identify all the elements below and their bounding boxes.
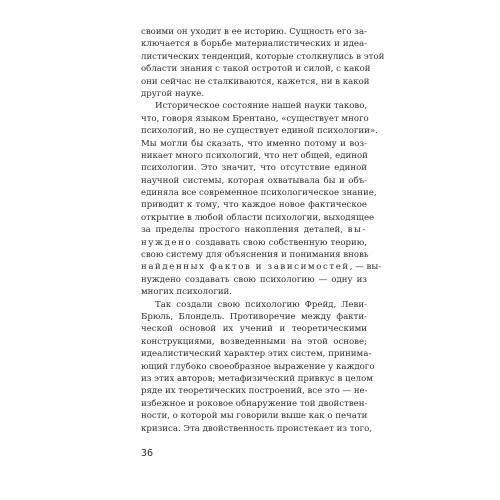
text-line bbox=[141, 162, 367, 174]
line-text: открытие в любой области психологии, выходящее bbox=[141, 212, 375, 223]
line-text: научной системы, которая охватывала бы и объ- bbox=[141, 175, 367, 186]
text-line bbox=[141, 398, 367, 410]
line-text: своими он уходит в ее историю. Сущность его за- bbox=[141, 27, 367, 37]
line-text: единяла все современное психологическое знание, bbox=[141, 188, 377, 199]
text-line bbox=[141, 51, 385, 63]
spaced-emphasis-text: найденных фактов и зависимостей bbox=[141, 262, 350, 273]
line-text: кризиса. Эта двойственность проистекает из того, bbox=[141, 423, 373, 434]
text-line bbox=[141, 311, 367, 323]
spaced-emphasis-text: вы- bbox=[347, 225, 367, 236]
line-text: свою систему для объяснения и понимания вновь bbox=[141, 250, 369, 261]
text-line bbox=[141, 100, 367, 112]
text-line bbox=[141, 237, 367, 249]
text-line bbox=[141, 261, 382, 273]
text-line bbox=[141, 187, 377, 199]
text-line bbox=[141, 348, 372, 360]
line-text: что, говоря языком Брентано, «существует много bbox=[141, 113, 369, 124]
line-text: за пределы простого накопления деталей, bbox=[141, 225, 348, 236]
text-line bbox=[141, 150, 367, 162]
line-text: психологии. Это значит, что отсутствие единой bbox=[141, 163, 367, 174]
text-line bbox=[141, 113, 367, 125]
text-line bbox=[141, 138, 367, 150]
body-text bbox=[141, 26, 385, 435]
line-text: они сейчас не сталкиваются, кажется, ни в какой bbox=[141, 76, 370, 87]
line-text: приводит к тому, что каждое новое фактическое bbox=[141, 200, 367, 211]
line-text: ности, о которой мы говорили выше как о печати bbox=[141, 411, 368, 422]
line-text: из этих авторов; метафизический привкус в целом bbox=[141, 373, 373, 384]
text-line bbox=[141, 224, 367, 236]
line-text: ключается в борьбе материалистических и идеа- bbox=[141, 39, 367, 50]
text-line bbox=[141, 423, 373, 435]
page-number: 36 bbox=[141, 448, 154, 459]
spaced-emphasis-text: нуждено bbox=[141, 237, 193, 248]
line-text: ческой основой их учений и теоретическими bbox=[141, 324, 367, 335]
line-text: психологий, но не существует единой психологии». bbox=[141, 126, 378, 137]
line-text: области знания с такой остротой и силой, с какой bbox=[141, 64, 371, 75]
text-line bbox=[141, 286, 367, 298]
line-text: идеалистический характер этих систем, принима- bbox=[141, 349, 372, 360]
text-line bbox=[141, 361, 375, 373]
text-line bbox=[141, 175, 367, 187]
line-text: Брюль, Блондель. Противоречие между факти- bbox=[141, 311, 367, 322]
line-text: листических тенденций, которые столкнулись в этой bbox=[141, 51, 385, 62]
line-text: ряде их теоретических построений, все это — не- bbox=[141, 386, 368, 397]
line-text: создавать свою собственную теорию, bbox=[192, 237, 367, 248]
line-text: ющий глубоко своеобразное выражение у каждого bbox=[141, 361, 375, 372]
text-line bbox=[141, 299, 367, 311]
text-line bbox=[141, 410, 367, 422]
line-text: нуждено создавать свою психологию — одну из bbox=[141, 274, 367, 285]
text-line bbox=[141, 76, 370, 88]
line-text: избежное и роковое обнаружение той двойствен- bbox=[141, 398, 368, 409]
text-line bbox=[141, 336, 367, 348]
text-line bbox=[141, 212, 375, 224]
text-line bbox=[141, 26, 367, 38]
text-line bbox=[141, 249, 367, 261]
text-line bbox=[141, 88, 367, 100]
line-text: Историческое состояние нашей науки таково, bbox=[155, 101, 368, 112]
text-line bbox=[141, 323, 367, 335]
text-line bbox=[141, 373, 373, 385]
line-text: многих психологий. bbox=[141, 287, 233, 298]
line-text: Мы могли бы сказать, что именно потому и воз- bbox=[141, 138, 367, 149]
text-line bbox=[141, 63, 371, 75]
text-line bbox=[141, 38, 367, 50]
line-text: Так создали свою психологию Фрейд, Леви- bbox=[155, 299, 367, 310]
text-line bbox=[141, 274, 367, 286]
line-text: никает много психологий, что нет общей, единой bbox=[141, 150, 368, 161]
line-text: другой науке. bbox=[141, 88, 205, 99]
text-line bbox=[141, 199, 367, 211]
text-line bbox=[141, 385, 367, 397]
line-text: конструкциями, возведенными на этой основе; bbox=[141, 336, 367, 347]
text-line bbox=[141, 125, 378, 137]
line-text: , — вы- bbox=[349, 262, 382, 273]
